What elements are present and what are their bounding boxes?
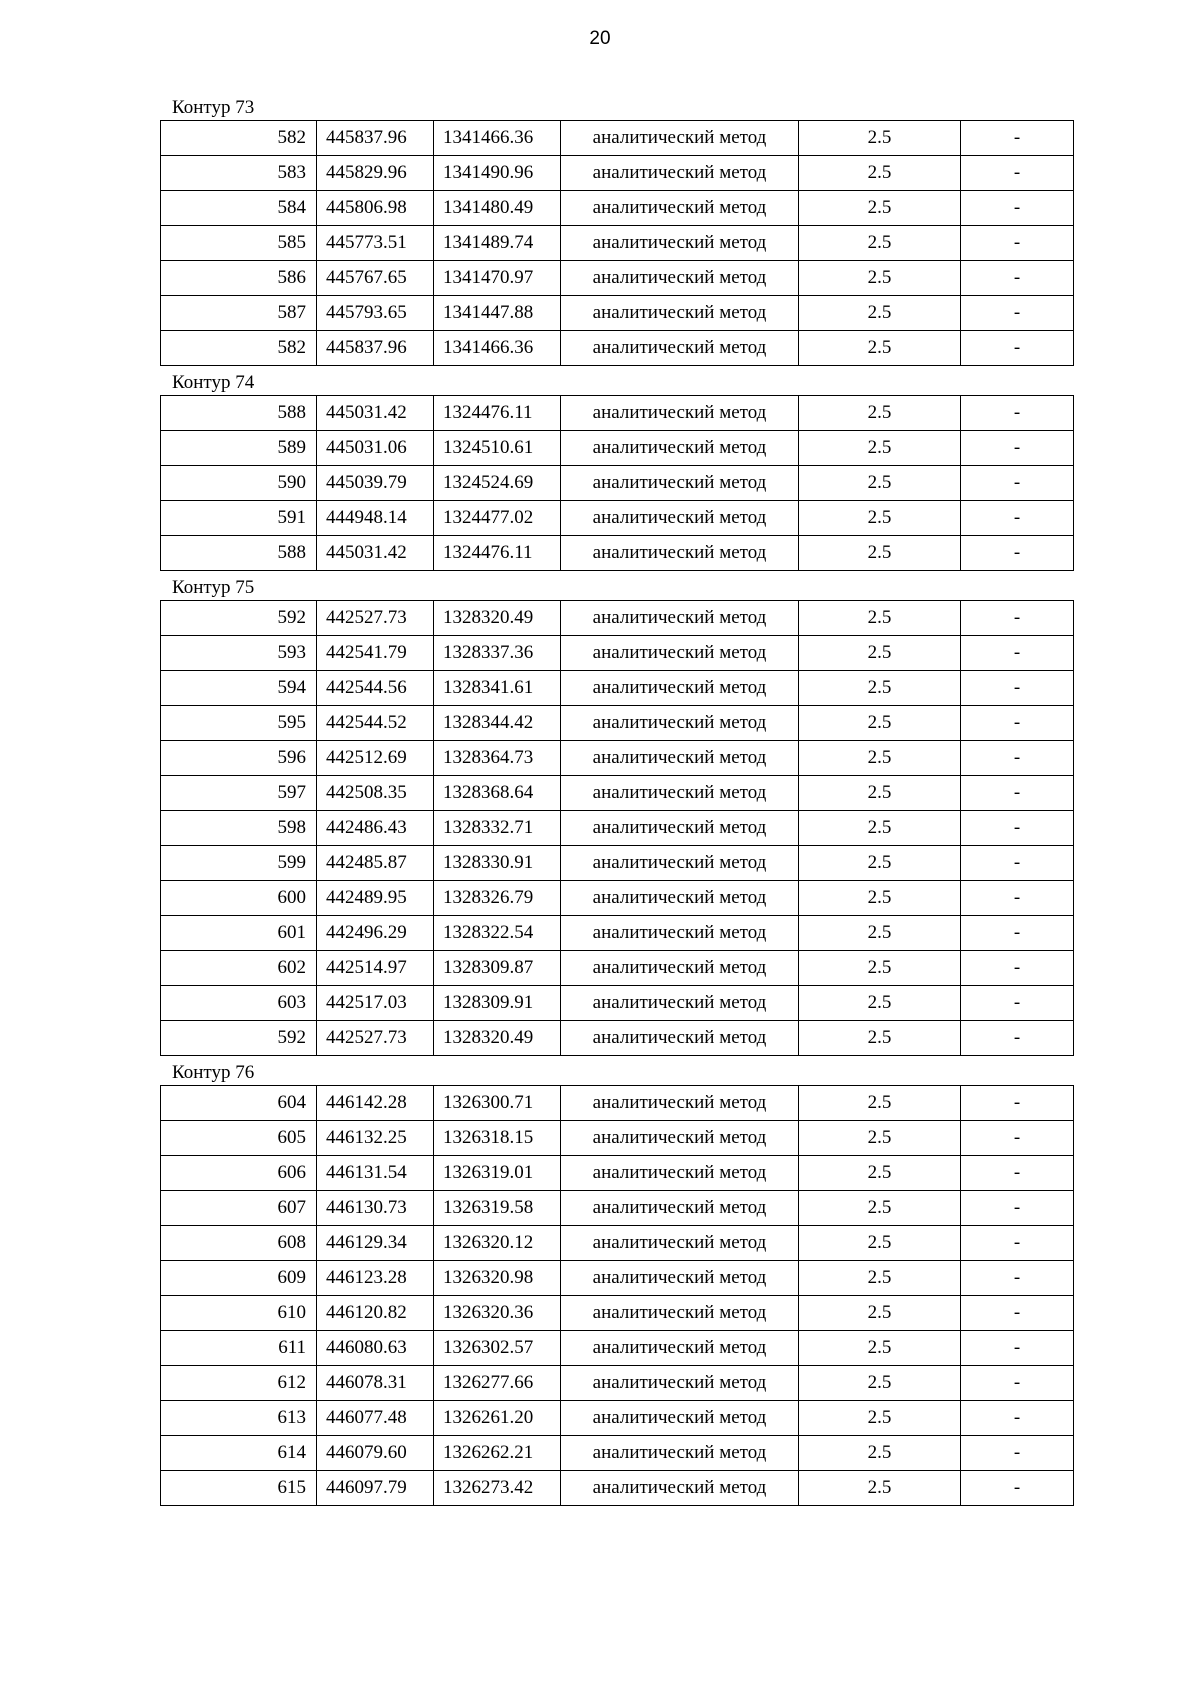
description-cell: - [961, 191, 1074, 226]
description-cell: - [961, 776, 1074, 811]
x-coordinate-cell: 442496.29 [317, 916, 434, 951]
point-number-cell: 603 [161, 986, 317, 1021]
x-coordinate-cell: 446123.28 [317, 1261, 434, 1296]
y-coordinate-cell: 1326320.12 [434, 1226, 561, 1261]
description-cell: - [961, 811, 1074, 846]
x-coordinate-cell: 442512.69 [317, 741, 434, 776]
x-coordinate-cell: 442489.95 [317, 881, 434, 916]
point-number-cell: 585 [161, 226, 317, 261]
x-coordinate-cell: 445793.65 [317, 296, 434, 331]
accuracy-cell: 2.5 [799, 741, 961, 776]
x-coordinate-cell: 446079.60 [317, 1436, 434, 1471]
contour-title: Контур 74 [172, 372, 255, 393]
x-coordinate-cell: 442485.87 [317, 846, 434, 881]
point-number-cell: 609 [161, 1261, 317, 1296]
y-coordinate-cell: 1326302.57 [434, 1331, 561, 1366]
description-cell: - [961, 261, 1074, 296]
x-coordinate-cell: 442527.73 [317, 1021, 434, 1056]
y-coordinate-cell: 1328309.87 [434, 951, 561, 986]
method-cell: аналитический метод [561, 986, 799, 1021]
description-cell: - [961, 331, 1074, 366]
point-number-cell: 594 [161, 671, 317, 706]
y-coordinate-cell: 1328330.91 [434, 846, 561, 881]
description-cell: - [961, 1086, 1074, 1121]
accuracy-cell: 2.5 [799, 226, 961, 261]
table-row [161, 671, 1074, 706]
x-coordinate-cell: 442508.35 [317, 776, 434, 811]
accuracy-cell: 2.5 [799, 846, 961, 881]
accuracy-cell: 2.5 [799, 1156, 961, 1191]
accuracy-cell: 2.5 [799, 1331, 961, 1366]
y-coordinate-cell: 1328322.54 [434, 916, 561, 951]
point-number-cell: 592 [161, 601, 317, 636]
x-coordinate-cell: 442527.73 [317, 601, 434, 636]
contour-title: Контур 73 [172, 97, 255, 118]
method-cell: аналитический метод [561, 296, 799, 331]
accuracy-cell: 2.5 [799, 261, 961, 296]
accuracy-cell: 2.5 [799, 986, 961, 1021]
point-number-cell: 587 [161, 296, 317, 331]
table-row [161, 156, 1074, 191]
point-number-cell: 615 [161, 1471, 317, 1506]
point-number-cell: 588 [161, 396, 317, 431]
description-cell: - [961, 741, 1074, 776]
y-coordinate-cell: 1328332.71 [434, 811, 561, 846]
table-row [161, 1156, 1074, 1191]
table-row [161, 601, 1074, 636]
method-cell: аналитический метод [561, 881, 799, 916]
method-cell: аналитический метод [561, 1331, 799, 1366]
y-coordinate-cell: 1328320.49 [434, 1021, 561, 1056]
description-cell: - [961, 466, 1074, 501]
y-coordinate-cell: 1341466.36 [434, 121, 561, 156]
method-cell: аналитический метод [561, 1436, 799, 1471]
point-number-cell: 582 [161, 121, 317, 156]
table-row [161, 1261, 1074, 1296]
y-coordinate-cell: 1326273.42 [434, 1471, 561, 1506]
method-cell: аналитический метод [561, 1021, 799, 1056]
point-number-cell: 583 [161, 156, 317, 191]
y-coordinate-cell: 1326319.58 [434, 1191, 561, 1226]
method-cell: аналитический метод [561, 1191, 799, 1226]
accuracy-cell: 2.5 [799, 706, 961, 741]
method-cell: аналитический метод [561, 846, 799, 881]
contour-list [160, 92, 1074, 1507]
y-coordinate-cell: 1324510.61 [434, 431, 561, 466]
x-coordinate-cell: 442541.79 [317, 636, 434, 671]
y-coordinate-cell: 1328364.73 [434, 741, 561, 776]
table-row [161, 1331, 1074, 1366]
accuracy-cell: 2.5 [799, 1471, 961, 1506]
table-row [161, 776, 1074, 811]
description-cell: - [961, 1471, 1074, 1506]
coordinates-table [160, 1085, 1074, 1506]
method-cell: аналитический метод [561, 431, 799, 466]
table-row [161, 296, 1074, 331]
method-cell: аналитический метод [561, 331, 799, 366]
description-cell: - [961, 1436, 1074, 1471]
method-cell: аналитический метод [561, 1156, 799, 1191]
method-cell: аналитический метод [561, 501, 799, 536]
point-number-cell: 608 [161, 1226, 317, 1261]
table-row [161, 1366, 1074, 1401]
x-coordinate-cell: 446097.79 [317, 1471, 434, 1506]
x-coordinate-cell: 445031.42 [317, 396, 434, 431]
x-coordinate-cell: 445829.96 [317, 156, 434, 191]
description-cell: - [961, 1401, 1074, 1436]
method-cell: аналитический метод [561, 1471, 799, 1506]
table-row [161, 1226, 1074, 1261]
x-coordinate-cell: 446120.82 [317, 1296, 434, 1331]
point-number-cell: 582 [161, 331, 317, 366]
accuracy-cell: 2.5 [799, 431, 961, 466]
y-coordinate-cell: 1326300.71 [434, 1086, 561, 1121]
accuracy-cell: 2.5 [799, 1261, 961, 1296]
table-row [161, 466, 1074, 501]
method-cell: аналитический метод [561, 1226, 799, 1261]
y-coordinate-cell: 1341466.36 [434, 331, 561, 366]
table-row [161, 121, 1074, 156]
table-row [161, 1471, 1074, 1506]
x-coordinate-cell: 445031.42 [317, 536, 434, 571]
description-cell: - [961, 1366, 1074, 1401]
accuracy-cell: 2.5 [799, 811, 961, 846]
x-coordinate-cell: 446129.34 [317, 1226, 434, 1261]
accuracy-cell: 2.5 [799, 331, 961, 366]
x-coordinate-cell: 445767.65 [317, 261, 434, 296]
y-coordinate-cell: 1326261.20 [434, 1401, 561, 1436]
method-cell: аналитический метод [561, 156, 799, 191]
table-row [161, 846, 1074, 881]
table-row [161, 951, 1074, 986]
contour-section [160, 572, 1074, 1056]
point-number-cell: 588 [161, 536, 317, 571]
point-number-cell: 589 [161, 431, 317, 466]
x-coordinate-cell: 446130.73 [317, 1191, 434, 1226]
point-number-cell: 604 [161, 1086, 317, 1121]
point-number-cell: 600 [161, 881, 317, 916]
y-coordinate-cell: 1326320.98 [434, 1261, 561, 1296]
coordinates-table [160, 120, 1074, 366]
accuracy-cell: 2.5 [799, 536, 961, 571]
y-coordinate-cell: 1326262.21 [434, 1436, 561, 1471]
point-number-cell: 607 [161, 1191, 317, 1226]
accuracy-cell: 2.5 [799, 1021, 961, 1056]
table-row [161, 536, 1074, 571]
x-coordinate-cell: 446131.54 [317, 1156, 434, 1191]
method-cell: аналитический метод [561, 1086, 799, 1121]
accuracy-cell: 2.5 [799, 951, 961, 986]
table-row [161, 431, 1074, 466]
method-cell: аналитический метод [561, 1121, 799, 1156]
point-number-cell: 593 [161, 636, 317, 671]
y-coordinate-cell: 1326319.01 [434, 1156, 561, 1191]
description-cell: - [961, 431, 1074, 466]
method-cell: аналитический метод [561, 811, 799, 846]
method-cell: аналитический метод [561, 1401, 799, 1436]
accuracy-cell: 2.5 [799, 1401, 961, 1436]
accuracy-cell: 2.5 [799, 1226, 961, 1261]
description-cell: - [961, 916, 1074, 951]
point-number-cell: 614 [161, 1436, 317, 1471]
x-coordinate-cell: 446080.63 [317, 1331, 434, 1366]
method-cell: аналитический метод [561, 121, 799, 156]
y-coordinate-cell: 1324524.69 [434, 466, 561, 501]
point-number-cell: 597 [161, 776, 317, 811]
accuracy-cell: 2.5 [799, 916, 961, 951]
accuracy-cell: 2.5 [799, 1086, 961, 1121]
method-cell: аналитический метод [561, 741, 799, 776]
accuracy-cell: 2.5 [799, 156, 961, 191]
table-row [161, 501, 1074, 536]
point-number-cell: 598 [161, 811, 317, 846]
point-number-cell: 612 [161, 1366, 317, 1401]
description-cell: - [961, 671, 1074, 706]
y-coordinate-cell: 1328309.91 [434, 986, 561, 1021]
method-cell: аналитический метод [561, 191, 799, 226]
table-row [161, 1086, 1074, 1121]
accuracy-cell: 2.5 [799, 776, 961, 811]
point-number-cell: 591 [161, 501, 317, 536]
x-coordinate-cell: 442517.03 [317, 986, 434, 1021]
x-coordinate-cell: 442544.52 [317, 706, 434, 741]
method-cell: аналитический метод [561, 671, 799, 706]
description-cell: - [961, 1226, 1074, 1261]
y-coordinate-cell: 1341489.74 [434, 226, 561, 261]
description-cell: - [961, 951, 1074, 986]
method-cell: аналитический метод [561, 951, 799, 986]
accuracy-cell: 2.5 [799, 191, 961, 226]
point-number-cell: 599 [161, 846, 317, 881]
point-number-cell: 590 [161, 466, 317, 501]
y-coordinate-cell: 1326277.66 [434, 1366, 561, 1401]
method-cell: аналитический метод [561, 636, 799, 671]
description-cell: - [961, 396, 1074, 431]
point-number-cell: 605 [161, 1121, 317, 1156]
x-coordinate-cell: 445837.96 [317, 121, 434, 156]
accuracy-cell: 2.5 [799, 881, 961, 916]
table-row [161, 986, 1074, 1021]
x-coordinate-cell: 442486.43 [317, 811, 434, 846]
method-cell: аналитический метод [561, 536, 799, 571]
point-number-cell: 610 [161, 1296, 317, 1331]
description-cell: - [961, 1331, 1074, 1366]
x-coordinate-cell: 445806.98 [317, 191, 434, 226]
description-cell: - [961, 156, 1074, 191]
accuracy-cell: 2.5 [799, 396, 961, 431]
table-row [161, 331, 1074, 366]
y-coordinate-cell: 1328326.79 [434, 881, 561, 916]
accuracy-cell: 2.5 [799, 671, 961, 706]
point-number-cell: 595 [161, 706, 317, 741]
x-coordinate-cell: 446078.31 [317, 1366, 434, 1401]
y-coordinate-cell: 1326320.36 [434, 1296, 561, 1331]
description-cell: - [961, 881, 1074, 916]
x-coordinate-cell: 446077.48 [317, 1401, 434, 1436]
description-cell: - [961, 986, 1074, 1021]
contour-title: Контур 75 [172, 577, 255, 598]
table-row [161, 1121, 1074, 1156]
table-row [161, 226, 1074, 261]
accuracy-cell: 2.5 [799, 1296, 961, 1331]
accuracy-cell: 2.5 [799, 1121, 961, 1156]
y-coordinate-cell: 1341447.88 [434, 296, 561, 331]
method-cell: аналитический метод [561, 1296, 799, 1331]
description-cell: - [961, 846, 1074, 881]
y-coordinate-cell: 1328320.49 [434, 601, 561, 636]
point-number-cell: 606 [161, 1156, 317, 1191]
page-number: 20 [589, 28, 611, 49]
table-row [161, 1436, 1074, 1471]
y-coordinate-cell: 1324476.11 [434, 536, 561, 571]
point-number-cell: 592 [161, 1021, 317, 1056]
method-cell: аналитический метод [561, 916, 799, 951]
table-row [161, 881, 1074, 916]
accuracy-cell: 2.5 [799, 1191, 961, 1226]
description-cell: - [961, 1261, 1074, 1296]
x-coordinate-cell: 445039.79 [317, 466, 434, 501]
method-cell: аналитический метод [561, 226, 799, 261]
accuracy-cell: 2.5 [799, 1436, 961, 1471]
method-cell: аналитический метод [561, 776, 799, 811]
method-cell: аналитический метод [561, 261, 799, 296]
method-cell: аналитический метод [561, 601, 799, 636]
method-cell: аналитический метод [561, 706, 799, 741]
y-coordinate-cell: 1328368.64 [434, 776, 561, 811]
coordinates-table [160, 395, 1074, 571]
point-number-cell: 613 [161, 1401, 317, 1436]
description-cell: - [961, 536, 1074, 571]
description-cell: - [961, 601, 1074, 636]
y-coordinate-cell: 1326318.15 [434, 1121, 561, 1156]
x-coordinate-cell: 442544.56 [317, 671, 434, 706]
method-cell: аналитический метод [561, 1261, 799, 1296]
table-row [161, 811, 1074, 846]
description-cell: - [961, 1121, 1074, 1156]
table-row [161, 261, 1074, 296]
point-number-cell: 601 [161, 916, 317, 951]
table-row [161, 706, 1074, 741]
y-coordinate-cell: 1328341.61 [434, 671, 561, 706]
table-row [161, 1401, 1074, 1436]
x-coordinate-cell: 442514.97 [317, 951, 434, 986]
accuracy-cell: 2.5 [799, 296, 961, 331]
method-cell: аналитический метод [561, 396, 799, 431]
table-row [161, 916, 1074, 951]
description-cell: - [961, 1191, 1074, 1226]
y-coordinate-cell: 1328344.42 [434, 706, 561, 741]
point-number-cell: 586 [161, 261, 317, 296]
x-coordinate-cell: 446142.28 [317, 1086, 434, 1121]
point-number-cell: 602 [161, 951, 317, 986]
point-number-cell: 596 [161, 741, 317, 776]
description-cell: - [961, 1156, 1074, 1191]
accuracy-cell: 2.5 [799, 466, 961, 501]
point-number-cell: 584 [161, 191, 317, 226]
description-cell: - [961, 296, 1074, 331]
accuracy-cell: 2.5 [799, 1366, 961, 1401]
x-coordinate-cell: 446132.25 [317, 1121, 434, 1156]
y-coordinate-cell: 1324477.02 [434, 501, 561, 536]
contour-section [160, 367, 1074, 571]
coordinates-table [160, 600, 1074, 1056]
table-row [161, 1021, 1074, 1056]
y-coordinate-cell: 1341480.49 [434, 191, 561, 226]
contour-section [160, 92, 1074, 366]
y-coordinate-cell: 1341470.97 [434, 261, 561, 296]
x-coordinate-cell: 444948.14 [317, 501, 434, 536]
description-cell: - [961, 706, 1074, 741]
description-cell: - [961, 1296, 1074, 1331]
description-cell: - [961, 226, 1074, 261]
x-coordinate-cell: 445031.06 [317, 431, 434, 466]
y-coordinate-cell: 1341490.96 [434, 156, 561, 191]
accuracy-cell: 2.5 [799, 601, 961, 636]
table-row [161, 396, 1074, 431]
table-row [161, 191, 1074, 226]
y-coordinate-cell: 1328337.36 [434, 636, 561, 671]
accuracy-cell: 2.5 [799, 501, 961, 536]
description-cell: - [961, 1021, 1074, 1056]
description-cell: - [961, 501, 1074, 536]
point-number-cell: 611 [161, 1331, 317, 1366]
contour-title: Контур 76 [172, 1062, 255, 1083]
y-coordinate-cell: 1324476.11 [434, 396, 561, 431]
x-coordinate-cell: 445773.51 [317, 226, 434, 261]
table-row [161, 1296, 1074, 1331]
table-row [161, 636, 1074, 671]
accuracy-cell: 2.5 [799, 121, 961, 156]
description-cell: - [961, 636, 1074, 671]
method-cell: аналитический метод [561, 1366, 799, 1401]
accuracy-cell: 2.5 [799, 636, 961, 671]
table-row [161, 741, 1074, 776]
table-row [161, 1191, 1074, 1226]
description-cell: - [961, 121, 1074, 156]
contour-section [160, 1057, 1074, 1506]
method-cell: аналитический метод [561, 466, 799, 501]
x-coordinate-cell: 445837.96 [317, 331, 434, 366]
